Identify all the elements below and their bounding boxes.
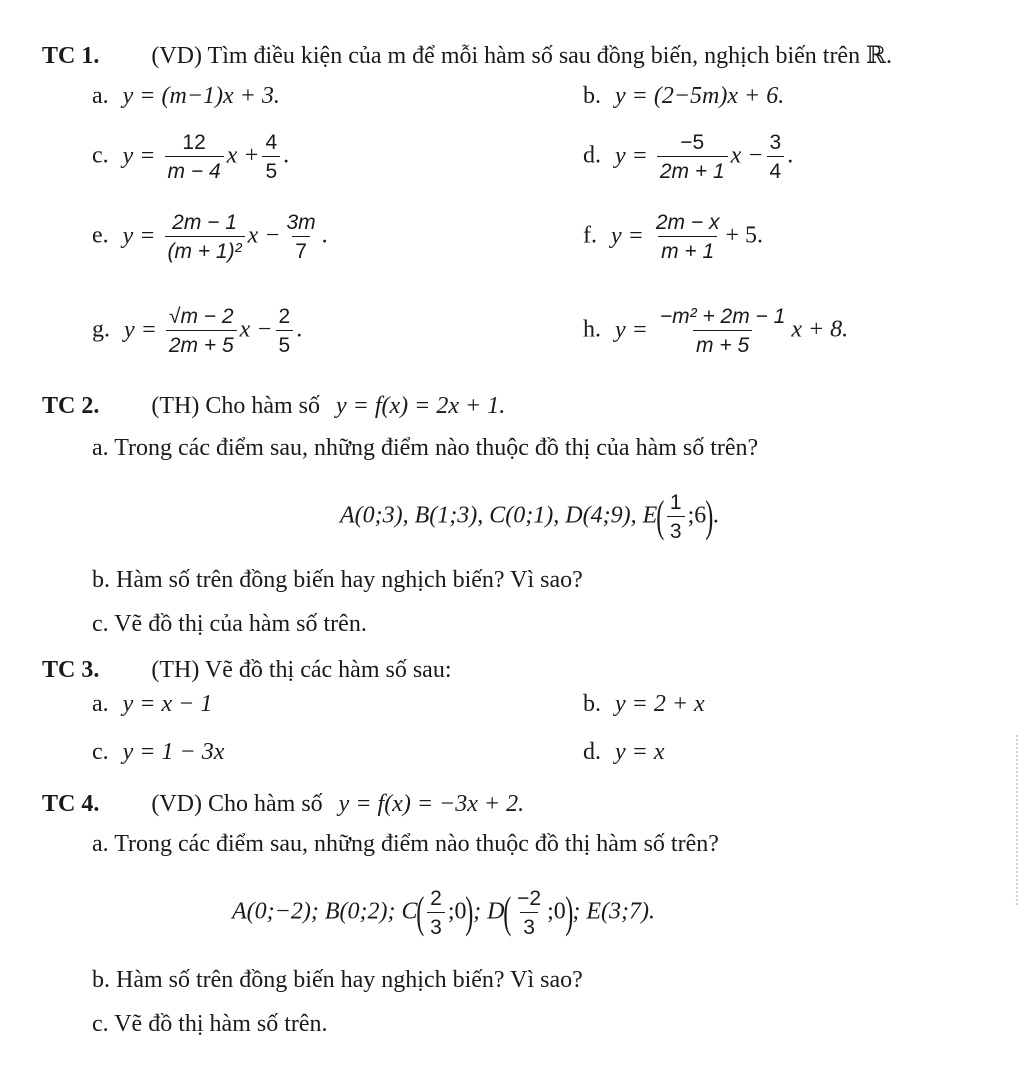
- tc1-item-f: [583, 212, 763, 262]
- item-tail: x + 8.: [791, 316, 849, 343]
- tc3-item-b: [583, 692, 705, 716]
- item-tag: e.: [92, 222, 109, 249]
- numerator: 12: [182, 131, 206, 154]
- tc4-part-b: b. Hàm số trên đồng biến hay nghịch biến? Vì sao?: [92, 967, 583, 993]
- tc1-item-d: [583, 132, 793, 182]
- fraction: [262, 132, 280, 182]
- fraction: [166, 306, 237, 356]
- tc2-part-c: c. Vẽ đồ thị của hàm số trên.: [92, 611, 367, 637]
- denominator: 3: [667, 516, 685, 542]
- denominator: 3: [427, 912, 445, 938]
- denominator: m + 1: [658, 236, 717, 262]
- tc1-item-c: [92, 132, 289, 182]
- item-expr: y = (2−5m)x + 6.: [615, 83, 785, 109]
- item-tag: c.: [92, 739, 109, 765]
- tc1-label: TC 1.: [42, 43, 100, 69]
- numerator: 4: [265, 131, 278, 154]
- item-tail: + 5.: [725, 222, 764, 249]
- tc4-label: TC 4.: [42, 791, 100, 817]
- tc4-func: y = f(x) = −3x + 2.: [338, 791, 525, 817]
- tc2-part-a: a. Trong các điểm sau, những điểm nào thuộc đồ thị của hàm số trên?: [92, 435, 759, 461]
- item-tag: h.: [583, 316, 601, 343]
- numerator: 3: [769, 131, 782, 154]
- item-tag: a.: [92, 691, 109, 717]
- tc1-item-b: [583, 84, 784, 108]
- denominator: 4: [767, 156, 785, 182]
- tc3-prompt: (TH) Vẽ đồ thị các hàm số sau:: [151, 657, 452, 683]
- item-tail: .: [283, 142, 290, 169]
- scroll-hint-dots: [1016, 735, 1022, 905]
- fraction: [653, 212, 723, 262]
- tc3-item-d: [583, 740, 665, 764]
- denominator: 5: [276, 330, 294, 356]
- point-tail: ;0: [547, 898, 566, 925]
- item-mid: x −: [730, 142, 764, 169]
- fraction: [514, 888, 544, 938]
- fraction: [283, 212, 318, 262]
- fraction: [667, 492, 685, 542]
- points-list: A(0;−2); B(0;2); C: [232, 898, 418, 925]
- fraction: [767, 132, 785, 182]
- paren-close: ): [705, 492, 714, 541]
- fraction: [657, 306, 788, 356]
- tc4-heading: [42, 792, 524, 816]
- item-expr: y = x: [615, 739, 665, 765]
- tc4-points: [232, 888, 655, 938]
- points-end: ; E(3;7).: [572, 898, 656, 925]
- tc2-label: TC 2.: [42, 393, 100, 419]
- point-tail: ;0: [447, 898, 467, 925]
- tc2-prompt: (TH) Cho hàm số: [151, 393, 320, 419]
- item-lhs: y =: [122, 222, 156, 249]
- numerator: −2: [517, 887, 542, 910]
- item-lhs: y =: [611, 222, 644, 249]
- paren-close: ): [465, 888, 474, 937]
- tc4-part-c: c. Vẽ đồ thị hàm số trên.: [92, 1011, 328, 1037]
- item-tag: c.: [92, 142, 109, 169]
- tc3-item-a: [92, 692, 212, 716]
- tc1-heading: [42, 44, 892, 68]
- denominator: 5: [262, 156, 280, 182]
- tc4-prompt: (VD) Cho hàm số: [151, 791, 323, 817]
- fraction: [657, 132, 728, 182]
- denominator: 7: [292, 236, 310, 262]
- denominator: (m + 1)²: [165, 236, 245, 262]
- denominator: 3: [520, 912, 538, 938]
- points-list: A(0;3), B(1;3), C(0;1), D(4;9), E: [340, 502, 658, 529]
- fraction: [165, 132, 224, 182]
- item-tag: b.: [583, 83, 601, 109]
- tc1-prompt: (VD) Tìm điều kiện của m để mỗi hàm số sau đồng biến, nghịch biến trên ℝ.: [151, 43, 893, 69]
- item-lhs: y =: [122, 142, 156, 169]
- item-expr: y = 1 − 3x: [122, 739, 225, 765]
- tc2-points: A(0;3), B(1;3), C(0;1), D(4;9), E( $\frac{1}{3}$ ;6).: [340, 491, 719, 543]
- numerator: 2: [430, 887, 442, 910]
- tc2-heading: [42, 394, 505, 418]
- fraction: [276, 306, 294, 356]
- item-tag: g.: [92, 316, 110, 343]
- item-mid: x −: [247, 222, 281, 249]
- paren-open: (: [503, 888, 512, 937]
- fraction: [165, 212, 245, 262]
- points-mid: ; D: [473, 898, 505, 925]
- item-lhs: y =: [124, 316, 157, 343]
- item-tag: b.: [583, 691, 601, 717]
- tc4-part-a: a. Trong các điểm sau, những điểm nào thuộc đồ thị hàm số trên?: [92, 831, 719, 857]
- item-expr: y = 2 + x: [615, 691, 705, 717]
- item-tail: .: [296, 316, 303, 343]
- item-expr: y = x − 1: [122, 691, 213, 717]
- paren-close: ): [565, 888, 574, 937]
- item-mid: x +: [226, 142, 260, 169]
- tc2-part-b: b. Hàm số trên đồng biến hay nghịch biến? Vì sao?: [92, 567, 583, 593]
- item-tag: d.: [583, 142, 601, 169]
- numerator: 1: [669, 491, 682, 514]
- item-tail: .: [321, 222, 328, 249]
- tc1-item-g: [92, 306, 302, 356]
- numerator: −m² + 2m − 1: [659, 305, 786, 328]
- fraction: [427, 888, 445, 938]
- item-expr: y = (m−1)x + 3.: [122, 83, 280, 109]
- denominator: m − 4: [165, 156, 224, 182]
- point-tail: ;6: [687, 502, 707, 529]
- item-tail: .: [787, 142, 794, 169]
- numerator: 3m: [286, 211, 316, 234]
- tc1-item-e: [92, 212, 328, 262]
- item-lhs: y =: [615, 316, 648, 343]
- tc1-item-h: [583, 306, 848, 356]
- denominator: 2m + 1: [657, 156, 728, 182]
- tc3-heading: [42, 658, 451, 682]
- tc2-func: y = f(x) = 2x + 1.: [336, 393, 506, 419]
- tc3-item-c: [92, 740, 224, 764]
- item-lhs: y =: [615, 142, 648, 169]
- denominator: 2m + 5: [166, 330, 237, 356]
- numerator: −5: [680, 131, 705, 154]
- tc3-label: TC 3.: [42, 657, 100, 683]
- paren-open: (: [656, 492, 665, 541]
- paren-open: (: [416, 888, 425, 937]
- item-tag: a.: [92, 83, 109, 109]
- item-tag: f.: [583, 222, 597, 249]
- item-tag: d.: [583, 739, 601, 765]
- item-mid: x −: [239, 316, 273, 343]
- numerator: 2m − 1: [172, 211, 237, 234]
- denominator: m + 5: [693, 330, 752, 356]
- tc1-item-a: [92, 84, 280, 108]
- numerator: 2m − x: [655, 211, 720, 234]
- numerator: 2: [278, 305, 291, 328]
- numerator: √m − 2: [168, 305, 234, 328]
